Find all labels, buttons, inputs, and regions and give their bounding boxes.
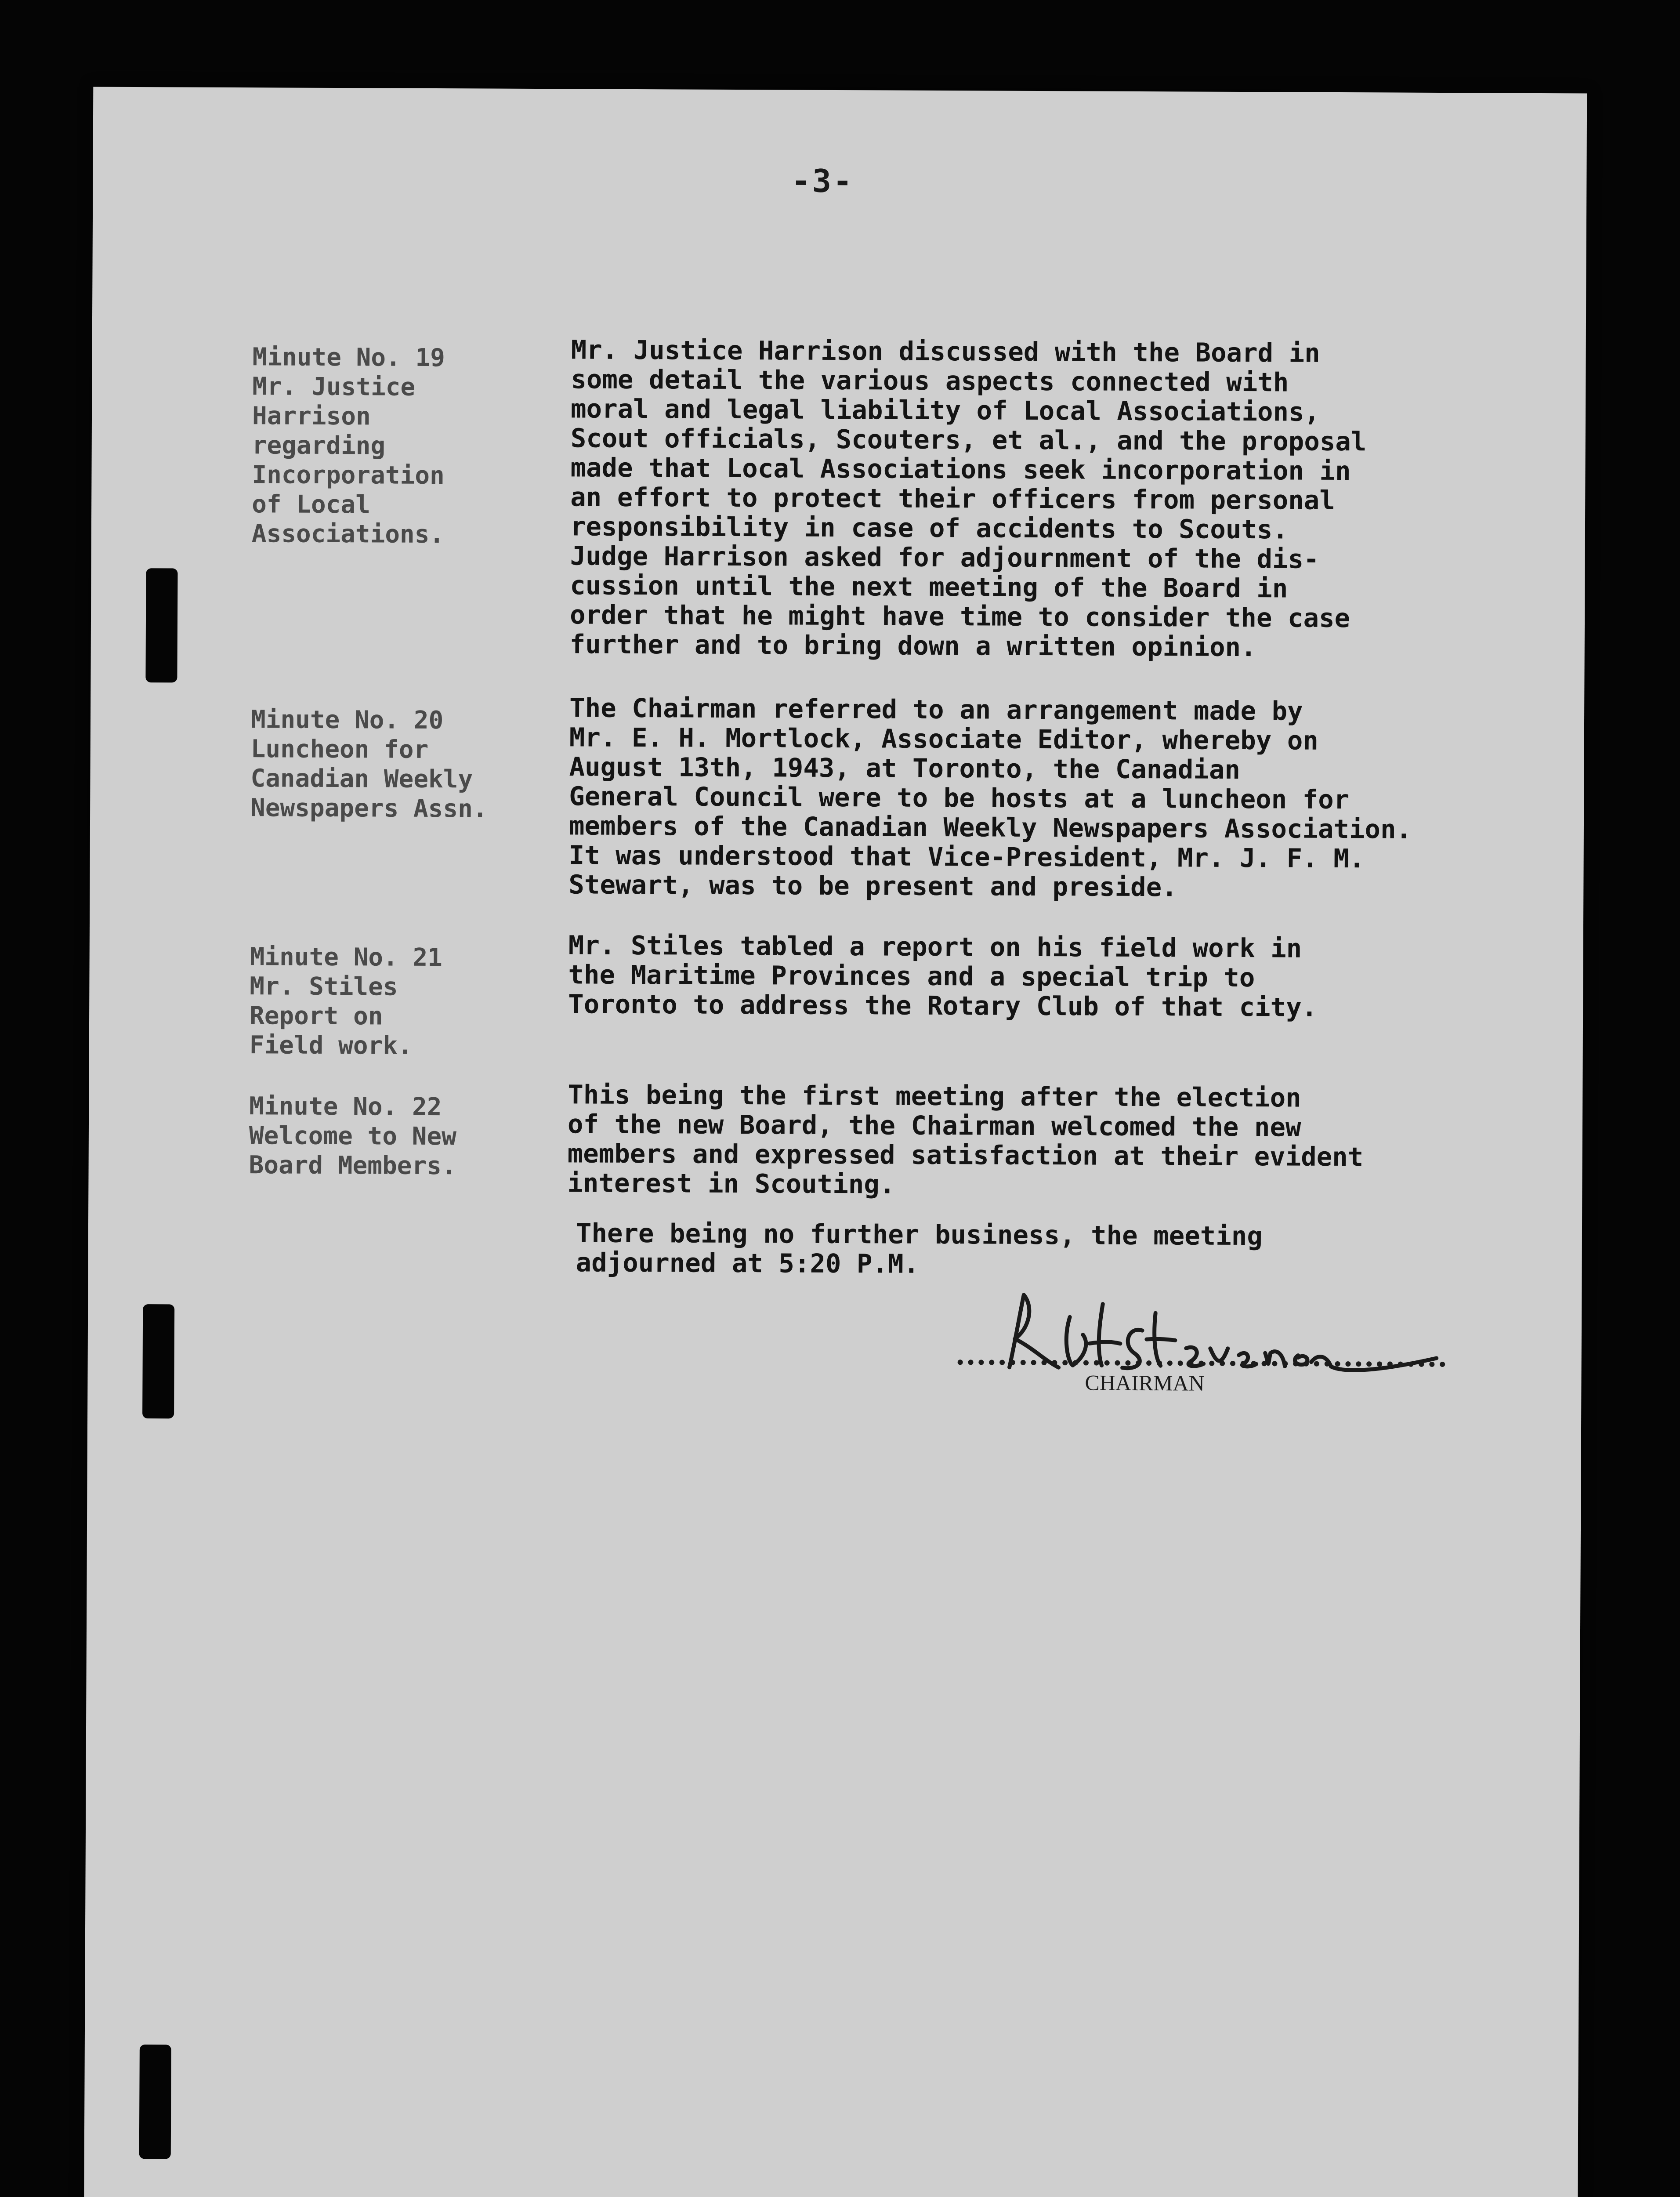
minute-19 bbox=[93, 87, 1587, 663]
punch-hole bbox=[145, 568, 177, 682]
minute-body: Mr. Justice Harrison discussed with the Board in some detail the various aspects connected with moral and legal liability of Local Associations, Scout officials, Scouters, et al., and the proposal made that Local Associations seek incorporation in an effort to protect their officers from personal responsibility in case of accidents to Scouts. Judge Harrison asked for adjournment of the dis- cussion until the next meeting of the Board in order that he might have time to consider the case further and to bring down a written opinion. bbox=[569, 334, 1367, 663]
signature-title: CHAIRMAN bbox=[1085, 1370, 1205, 1396]
minute-body: The Chairman referred to an arrangement made by Mr. E. H. Mortlock, Associate Editor, whereby on August 13th, 1943, at Toronto, the Canadian General Council were to be hosts at a luncheon for members of the Canadian Weekly Newspapers Association. It was understood that Vice-President, Mr. J. F. M. Stewart, was to be present and preside. bbox=[568, 692, 1412, 903]
page-number: -3- bbox=[791, 162, 854, 200]
minute-label: Minute No. 20 Luncheon for Canadian Weekly Newspapers Assn. bbox=[250, 705, 488, 823]
minute-label: Minute No. 21 Mr. Stiles Report on Field work. bbox=[249, 943, 443, 1060]
punch-hole bbox=[142, 1304, 174, 1418]
minute-body: Mr. Stiles tabled a report on his field work in the Maritime Provinces and a special trip to Toronto to address the Rotary Club of that city. bbox=[568, 930, 1318, 1022]
minute-body: This being the first meeting after the election of the new Board, the Chairman welcomed the new members and expressed satisfaction at their evident interest in Scouting. bbox=[567, 1079, 1364, 1200]
minute-label: Minute No. 19 Mr. Justice Harrison regarding Incorporation of Local Associations. bbox=[251, 343, 445, 549]
closing-statement: There being no further business, the meeting adjourned at 5:20 P.M. bbox=[576, 1218, 1263, 1279]
document-page bbox=[83, 87, 1587, 2197]
minute-label: Minute No. 22 Welcome to New Board Members. bbox=[249, 1092, 457, 1181]
signature-block bbox=[957, 1277, 1485, 1396]
punch-hole bbox=[139, 2045, 171, 2159]
